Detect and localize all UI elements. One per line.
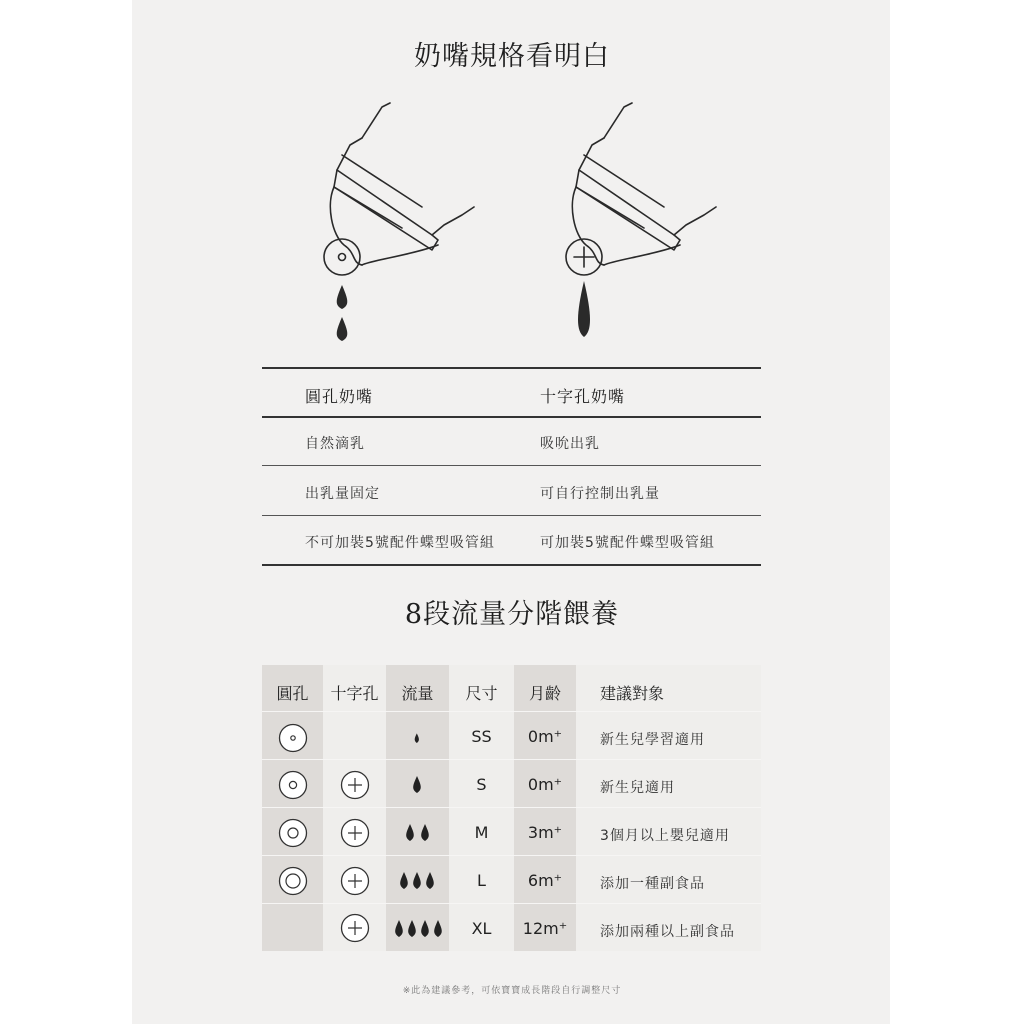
cross-nipple-drawing [566,103,716,275]
size-value: M [474,823,489,842]
round-hole-icon [278,723,308,753]
col-header-flow: 流量 [401,684,434,703]
compare-cell: 自然滴乳 [305,436,365,452]
compare-cell: 吸吮出乳 [540,436,600,452]
compare-cell: 可加裝5號配件蝶型吸管組 [540,535,715,551]
header-cross-nipple: 十字孔奶嘴 [540,387,626,406]
row-rule [262,515,761,516]
page-title: 奶嘴規格看明白 [414,41,610,72]
round-hole-icon [278,866,308,896]
flow-table [262,665,761,951]
milk-drop-icon [337,285,348,309]
target-value: 新生兒學習適用 [600,732,705,748]
age-value: 6m⁺ [527,871,563,890]
compare-cell: 可自行控制出乳量 [540,486,660,502]
age-value: 12m⁺ [522,919,568,938]
round-hole-icon [278,818,308,848]
target-value: 添加兩種以上副食品 [600,924,735,940]
milk-drop-icon [412,731,422,745]
target-value: 添加一種副食品 [600,876,705,892]
compare-cell: 出乳量固定 [305,486,380,502]
milk-drop-icon [578,281,590,337]
round-nipple-drawing [324,103,474,275]
col-header-round: 圓孔 [276,684,309,703]
col-header-cross: 十字孔 [330,684,379,703]
round-hole-icon [278,770,308,800]
size-value: XL [471,919,492,938]
milk-drop-icon [403,823,433,843]
milk-drop-icon [410,775,424,795]
table-bottom-rule [262,564,761,566]
col-header-age: 月齡 [528,684,561,703]
age-value: 0m⁺ [527,775,563,794]
compare-cell: 不可加裝5號配件蝶型吸管組 [305,535,495,551]
size-value: S [476,775,487,794]
flow-section-title: 8段流量分階餵養 [404,599,620,630]
target-value: 3個月以上嬰兒適用 [600,828,730,844]
col-header-target: 建議對象 [600,684,665,703]
col-header-size: 尺寸 [465,684,498,703]
age-value: 3m⁺ [527,823,563,842]
header-round-nipple: 圓孔奶嘴 [305,387,374,406]
milk-drop-icon [393,919,445,939]
cross-hole-icon [340,818,370,848]
target-value: 新生兒適用 [600,780,675,796]
header-rule [262,416,761,418]
nipple-illustration [262,95,762,355]
footnote: ※此為建議參考，可依寶寶成長階段自行調整尺寸 [402,986,622,996]
row-rule [262,465,761,466]
age-value: 0m⁺ [527,727,563,746]
cross-hole-icon [340,770,370,800]
cross-hole-icon [340,866,370,896]
milk-drop-icon [337,317,348,341]
cross-hole-icon [340,913,370,943]
table-top-rule [262,367,761,369]
milk-drop-icon [398,871,438,891]
size-value: L [477,871,486,890]
size-value: SS [471,727,492,746]
